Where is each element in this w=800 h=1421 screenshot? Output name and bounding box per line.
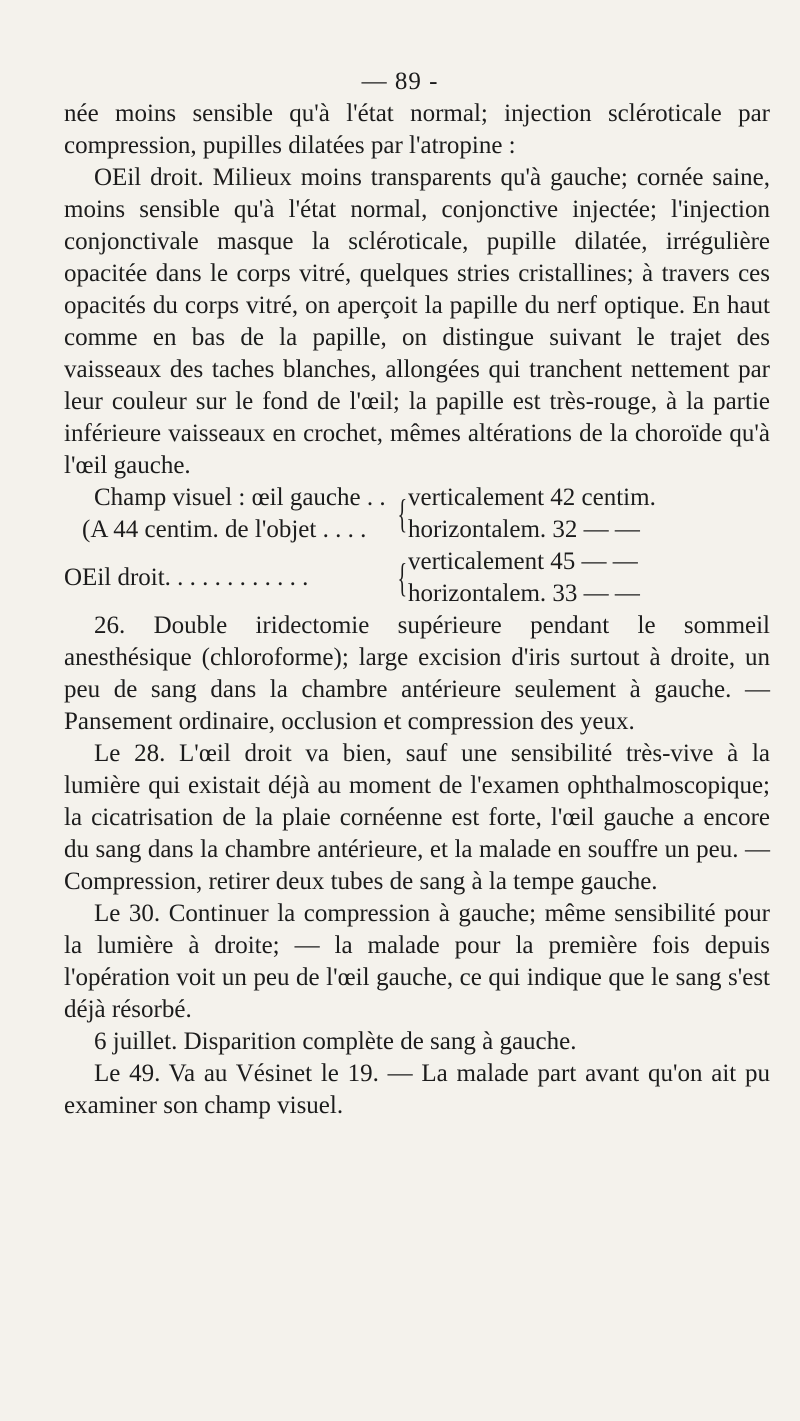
paragraph-continued: née moins sensible qu'à l'état normal; injection scléroticale par compression, pupilles dilatées par l'atropine : [64,100,770,159]
visual-field-left-eye [64,482,770,546]
paragraph-right-eye: OEil droit. Milieux moins transparents qu'à gauche; cornée saine, moins sensible qu'à l'état normal, conjonctive injectée; l'injection conjonctivale masque la scléroticale, pupille dilatée, irrégulière opacitée dans le corps vitré, quelques stries cristallines; à travers ces opacités du corps vitré, on aperçoit la papille du nerf optique. En haut comme en bas de la papille, on distingue suivant le trajet des vaisseaux des taches blanches, allongées qui tranchent nettement par leur couleur sur le fond de l'œil; la papille est très-rouge, à la partie inférieure vaisseaux en crochet, mêmes altérations de la choroïde qu'à l'œil gauche. [64,164,770,479]
brace-icon: { [397,555,408,600]
visual-field-right-labels [64,562,394,594]
visual-field-right-eye [64,546,770,610]
left-horizontal-value: horizontalem. 32 — — [408,516,640,543]
visual-field-left-labels [64,482,394,546]
paragraph-day-49: Le 49. Va au Vésinet le 19. — La malade part avant qu'on ait pu examiner son champ visuel. [64,1060,770,1119]
right-eye-label: OEil droit. . . . . . . . . . . . [64,564,309,591]
paragraph-iridectomy: 26. Double iridectomie supérieure pendant le sommeil anesthésique (chloroforme); large excision d'iris surtout à droite, un peu de sang dans la chambre antérieure seulement à gauche. — Pansement ordinaire, occlusion et compression des yeux. [64,612,770,735]
body-text [64,98,770,1122]
paragraph-day-30: Le 30. Continuer la compression à gauche; même sensibilité pour la lumière à droite; — la malade pour la première fois depuis l'opération voit un peu de l'œil gauche, ce qui indique que le sang s'est déjà résorbé. [64,900,770,1023]
right-horizontal-value: horizontalem. 33 — — [408,580,640,607]
page-number: — 89 - [361,68,439,95]
brace-icon: { [397,491,408,536]
visual-field-right-values [408,546,770,610]
visual-field-left-values [408,482,770,546]
paragraph-day-28: Le 28. L'œil droit va bien, sauf une sensibilité très-vive à la lumière qui existait déjà au moment de l'examen ophthalmoscopique; la cicatrisation de la plaie cornéenne est forte, l'œil gauche a encore du sang dans la chambre antérieure, et la malade en souffre un peu. — Compression, retirer deux tubes de sang à la tempe gauche. [64,740,770,895]
paragraph-july-6: 6 juillet. Disparition complète de sang à gauche. [94,1028,577,1055]
visual-field-label: Champ visuel : œil gauche . . [94,484,386,511]
left-vertical-value: verticalement 42 centim. [408,484,656,511]
visual-field-distance: (A 44 centim. de l'objet . . . . [82,516,367,543]
right-vertical-value: verticalement 45 — — [408,548,638,575]
